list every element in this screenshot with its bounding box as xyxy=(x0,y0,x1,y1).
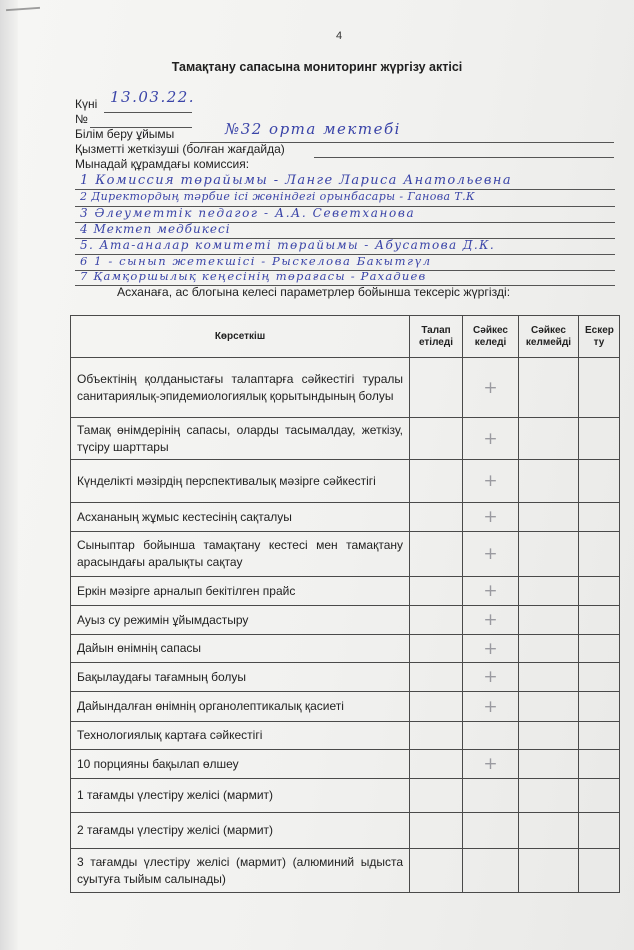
required-cell xyxy=(410,779,463,813)
header-note: Ескер ту xyxy=(579,316,620,358)
indicator-cell: Еркін мәзірге арналып бекітілген прайс xyxy=(71,577,410,606)
compliant-mark: + xyxy=(463,750,519,779)
table-row xyxy=(71,460,620,503)
indicator-cell: 1 тағамды үлестіру желісі (мармит) xyxy=(71,779,410,813)
indicator-cell: Күнделікті мәзірдің перспективалық мәзірге сәйкестігі xyxy=(71,460,410,503)
note-cell xyxy=(579,635,620,663)
provider-underline xyxy=(314,157,614,158)
compliant-mark: + xyxy=(463,418,519,460)
required-cell xyxy=(410,635,463,663)
table-row xyxy=(71,635,620,663)
table-row xyxy=(71,418,620,460)
note-cell xyxy=(579,460,620,503)
noncompliant-cell xyxy=(519,692,579,722)
commission-member: 6 1 - сынып жетекшісі - Рыскелова Бакытгүл xyxy=(80,254,432,268)
school-label: Білім беру ұйымы xyxy=(75,127,175,141)
required-cell xyxy=(410,503,463,532)
table-row xyxy=(71,722,620,750)
indicator-cell: Технологиялық картаға сәйкестігі xyxy=(71,722,410,750)
compliant-mark: + xyxy=(463,692,519,722)
indicator-cell: Бақылаудағы тағамның болуы xyxy=(71,663,410,692)
noncompliant-cell xyxy=(519,503,579,532)
indicator-cell: Сыныптар бойынша тамақтану кестесі мен тамақтану арасындағы аралықты сақтау xyxy=(71,532,410,577)
commission-member: 7 Қамқоршылық кеңесінің төрағасы - Рахадиев xyxy=(80,269,427,283)
indicator-cell: Дайын өнімнің сапасы xyxy=(71,635,410,663)
indicator-cell: 10 порцияны бақылап өлшеу xyxy=(71,750,410,779)
compliant-mark xyxy=(463,779,519,813)
noncompliant-cell xyxy=(519,460,579,503)
table-row xyxy=(71,503,620,532)
note-cell xyxy=(579,722,620,750)
compliant-mark xyxy=(463,722,519,750)
number-label: № xyxy=(75,112,88,126)
indicator-cell: Асхананың жұмыс кестесінің сақталуы xyxy=(71,503,410,532)
header-indicator: Көрсеткіш xyxy=(71,316,410,358)
table-row xyxy=(71,750,620,779)
noncompliant-cell xyxy=(519,849,579,893)
commission-member: 1 Комиссия төрайымы - Ланге Лариса Анатольевна xyxy=(80,173,512,188)
table-row xyxy=(71,813,620,849)
note-cell xyxy=(579,779,620,813)
indicator-cell: Ауыз су режимін ұйымдастыру xyxy=(71,606,410,635)
note-cell xyxy=(579,692,620,722)
note-cell xyxy=(579,577,620,606)
header-required: Талап етіледі xyxy=(410,316,463,358)
table-row xyxy=(71,779,620,813)
note-cell xyxy=(579,418,620,460)
compliant-mark: + xyxy=(463,577,519,606)
inspection-intro: Асханаға, ас блогына келесі параметрлер бойынша тексеріс жүргізді: xyxy=(117,285,511,299)
table-header-row xyxy=(71,316,620,358)
required-cell xyxy=(410,849,463,893)
noncompliant-cell xyxy=(519,418,579,460)
note-cell xyxy=(579,503,620,532)
school-value: №32 орта мектебі xyxy=(225,120,401,138)
header-compliant: Сәйкес келеді xyxy=(463,316,519,358)
commission-member: 4 Мектеп медбикесі xyxy=(80,222,231,236)
noncompliant-cell xyxy=(519,358,579,418)
compliant-mark: + xyxy=(463,606,519,635)
noncompliant-cell xyxy=(519,577,579,606)
required-cell xyxy=(410,577,463,606)
required-cell xyxy=(410,460,463,503)
noncompliant-cell xyxy=(519,606,579,635)
table-row xyxy=(71,358,620,418)
note-cell xyxy=(579,813,620,849)
noncompliant-cell xyxy=(519,750,579,779)
document-title: Тамақтану сапасына мониторинг жүргізу актісі xyxy=(171,60,463,74)
page-fold-shadow xyxy=(0,0,18,950)
date-label: Күні xyxy=(75,97,98,111)
commission-member: 5. Ата-аналар комитеті төрайымы - Абусатова Д.К. xyxy=(80,238,496,252)
table-row xyxy=(71,532,620,577)
noncompliant-cell xyxy=(519,663,579,692)
required-cell xyxy=(410,418,463,460)
required-cell xyxy=(410,750,463,779)
table-row xyxy=(71,663,620,692)
date-underline xyxy=(104,112,192,113)
indicator-cell: Дайындалған өнімнің органолептикалық қасиеті xyxy=(71,692,410,722)
table-row xyxy=(71,849,620,893)
required-cell xyxy=(410,606,463,635)
commission-member: 2 Директордың тәрбие ісі жөніндегі орынбасары - Ганова Т.К xyxy=(80,190,475,203)
required-cell xyxy=(410,813,463,849)
noncompliant-cell xyxy=(519,779,579,813)
commission-member: 3 Әлеуметтік педагог - А.А. Севетханова xyxy=(80,206,416,220)
table-row xyxy=(71,606,620,635)
note-cell xyxy=(579,358,620,418)
required-cell xyxy=(410,663,463,692)
compliant-mark xyxy=(463,813,519,849)
provider-label: Қызметті жеткізуші (болған жағдайда) xyxy=(75,142,285,156)
date-value: 13.03.22. xyxy=(110,88,196,106)
page-number: 4 xyxy=(336,30,343,42)
indicator-cell: Тамақ өнімдерінің сапасы, оларды тасымалдау, жеткізу, түсіру шарттары xyxy=(71,418,410,460)
noncompliant-cell xyxy=(519,813,579,849)
table-row xyxy=(71,692,620,722)
compliant-mark xyxy=(463,849,519,893)
required-cell xyxy=(410,692,463,722)
indicator-cell: Объектінің қолданыстағы талаптарға сәйкестігі туралы санитариялық-эпидемиологиялық қорытындының болуы xyxy=(71,358,410,418)
noncompliant-cell xyxy=(519,635,579,663)
note-cell xyxy=(579,849,620,893)
note-cell xyxy=(579,606,620,635)
compliant-mark: + xyxy=(463,503,519,532)
compliant-mark: + xyxy=(463,460,519,503)
compliant-mark: + xyxy=(463,358,519,418)
indicator-cell: 2 тағамды үлестіру желісі (мармит) xyxy=(71,813,410,849)
compliant-mark: + xyxy=(463,635,519,663)
table-row xyxy=(71,577,620,606)
indicator-cell: 3 тағамды үлестіру желісі (мармит) (алюминий ыдыста суытуға тыйым салынады) xyxy=(71,849,410,893)
inspection-table xyxy=(70,315,620,893)
compliant-mark: + xyxy=(463,663,519,692)
note-cell xyxy=(579,663,620,692)
noncompliant-cell xyxy=(519,532,579,577)
compliant-mark: + xyxy=(463,532,519,577)
required-cell xyxy=(410,532,463,577)
required-cell xyxy=(410,722,463,750)
noncompliant-cell xyxy=(519,722,579,750)
note-cell xyxy=(579,532,620,577)
required-cell xyxy=(410,358,463,418)
note-cell xyxy=(579,750,620,779)
commission-label: Мынадай құрамдағы комиссия: xyxy=(75,157,250,171)
header-noncompliant: Сәйкес келмейді xyxy=(519,316,579,358)
